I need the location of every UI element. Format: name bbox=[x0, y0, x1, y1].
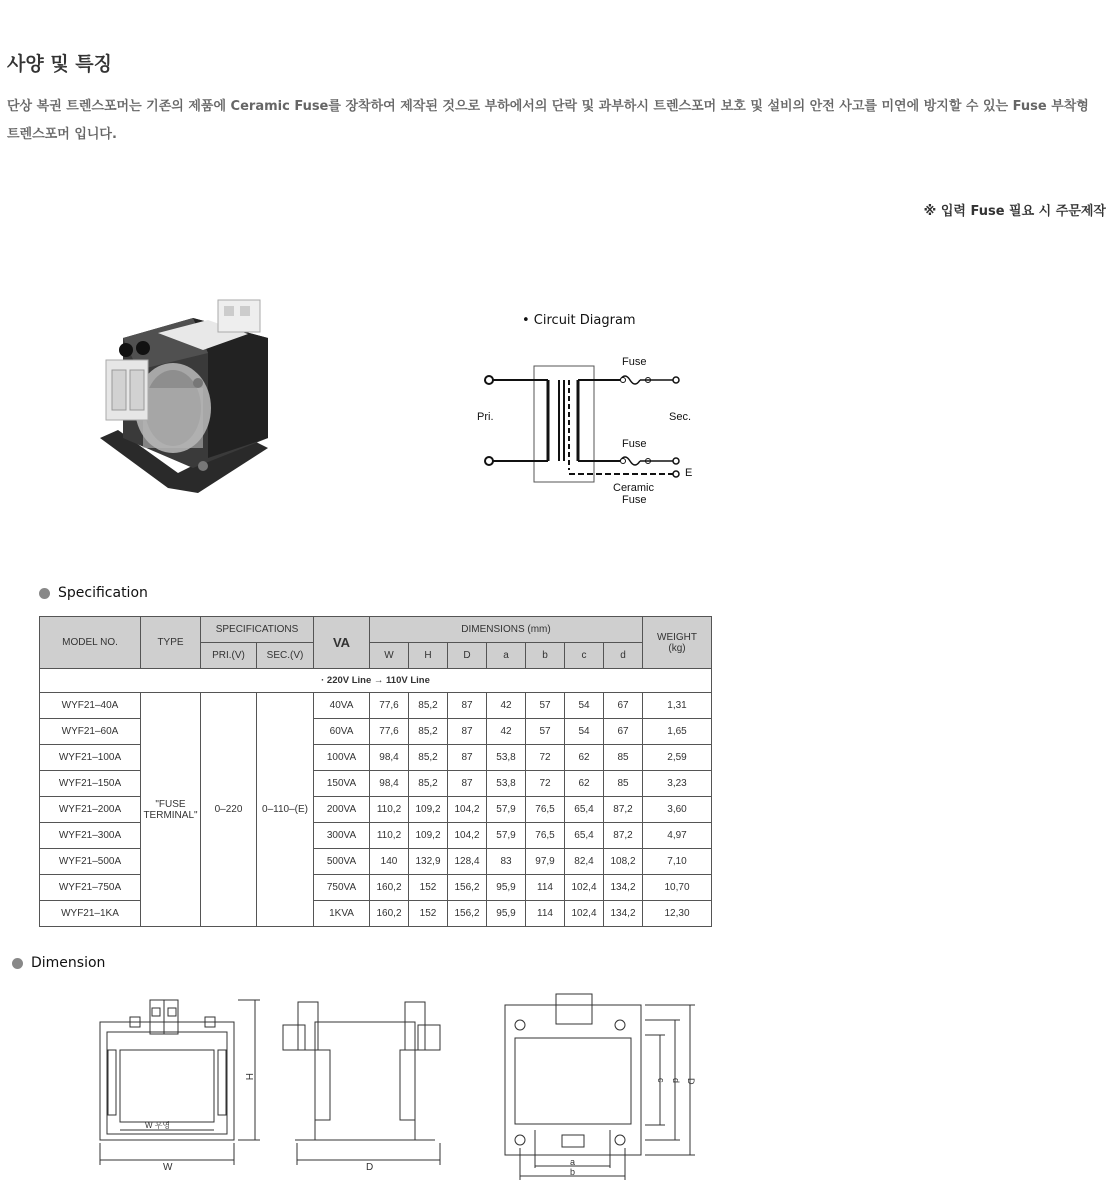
table-row bbox=[40, 719, 712, 745]
dim-a-cell: 42 bbox=[487, 719, 526, 745]
va-cell: 750VA bbox=[314, 875, 370, 901]
model-cell: WYF21–40A bbox=[40, 693, 141, 719]
top-view-drawing bbox=[505, 994, 695, 1180]
dim-h-cell: 152 bbox=[409, 901, 448, 927]
va-cell: 100VA bbox=[314, 745, 370, 771]
dim-w-cell: 110,2 bbox=[370, 797, 409, 823]
header-c: c bbox=[565, 643, 604, 669]
weight-cell: 2,59 bbox=[643, 745, 712, 771]
dim-c-cell: 82,4 bbox=[565, 849, 604, 875]
ceramic-fuse-label-1: Ceramic bbox=[613, 482, 654, 494]
dim-d-cell: 134,2 bbox=[604, 875, 643, 901]
earth-label: E bbox=[685, 467, 693, 479]
custom-order-notice: ※ 입력 Fuse 필요 시 주문제작 bbox=[923, 204, 1106, 219]
circuit-diagram-title: • Circuit Diagram bbox=[522, 313, 636, 328]
dim-a-cell: 57,9 bbox=[487, 823, 526, 849]
dim-d-cell: 104,2 bbox=[448, 797, 487, 823]
model-cell: WYF21–750A bbox=[40, 875, 141, 901]
type-cell: "FUSE TERMINAL" bbox=[141, 693, 201, 927]
side-view-drawing bbox=[283, 1002, 440, 1165]
top-d-label: d bbox=[671, 1078, 681, 1084]
dim-d-cell: 108,2 bbox=[604, 849, 643, 875]
table-row bbox=[40, 849, 712, 875]
dimension-drawings bbox=[90, 990, 710, 1185]
dim-d-cell: 67 bbox=[604, 693, 643, 719]
header-weight: WEIGHT (kg) bbox=[643, 617, 712, 669]
dimension-heading-text: Dimension bbox=[31, 955, 106, 971]
table-row bbox=[40, 823, 712, 849]
model-cell: WYF21–1KA bbox=[40, 901, 141, 927]
dim-b-cell: 114 bbox=[526, 901, 565, 927]
dim-d-cell: 134,2 bbox=[604, 901, 643, 927]
header-a: a bbox=[487, 643, 526, 669]
header-model: MODEL NO. bbox=[40, 617, 141, 669]
dim-d-cell: 85 bbox=[604, 771, 643, 797]
dim-w-cell: 77,6 bbox=[370, 719, 409, 745]
dim-w-cell: 77,6 bbox=[370, 693, 409, 719]
va-cell: 500VA bbox=[314, 849, 370, 875]
header-sec: SEC.(V) bbox=[257, 643, 314, 669]
dim-h-cell: 109,2 bbox=[409, 823, 448, 849]
dim-d-cell: 87 bbox=[448, 693, 487, 719]
table-row bbox=[40, 875, 712, 901]
dim-d-cell: 87 bbox=[448, 719, 487, 745]
dim-w-cell: 140 bbox=[370, 849, 409, 875]
dim-d-cell: 156,2 bbox=[448, 875, 487, 901]
dim-c-cell: 54 bbox=[565, 693, 604, 719]
dim-w-cell: 160,2 bbox=[370, 901, 409, 927]
weight-cell: 1,65 bbox=[643, 719, 712, 745]
header-d-upper: D bbox=[448, 643, 487, 669]
weight-cell: 1,31 bbox=[643, 693, 712, 719]
specification-table bbox=[39, 616, 712, 927]
ceramic-fuse-label-2: Fuse bbox=[622, 494, 647, 506]
dimension-heading bbox=[12, 955, 105, 971]
pri-cell: 0–220 bbox=[201, 693, 257, 927]
header-b: b bbox=[526, 643, 565, 669]
dim-a-cell: 95,9 bbox=[487, 901, 526, 927]
dim-b-cell: 114 bbox=[526, 875, 565, 901]
table-row bbox=[40, 797, 712, 823]
front-w-label: W bbox=[163, 1162, 173, 1173]
table-row bbox=[40, 771, 712, 797]
line-band: · 220V Line → 110V Line bbox=[40, 669, 712, 693]
header-type: TYPE bbox=[141, 617, 201, 669]
secondary-label: Sec. bbox=[669, 411, 692, 423]
dim-b-cell: 72 bbox=[526, 771, 565, 797]
model-cell: WYF21–150A bbox=[40, 771, 141, 797]
dim-c-cell: 102,4 bbox=[565, 875, 604, 901]
top-d-upper-label: D bbox=[686, 1078, 696, 1085]
fuse-top-label: Fuse bbox=[622, 356, 647, 368]
dim-b-cell: 76,5 bbox=[526, 797, 565, 823]
dim-w-cell: 110,2 bbox=[370, 823, 409, 849]
specification-heading bbox=[39, 585, 148, 601]
weight-cell: 7,10 bbox=[643, 849, 712, 875]
top-a-label: a bbox=[570, 1157, 576, 1167]
dim-a-cell: 53,8 bbox=[487, 771, 526, 797]
logo-text: W 우영 bbox=[145, 1121, 171, 1130]
dim-d-cell: 85 bbox=[604, 745, 643, 771]
dim-h-cell: 85,2 bbox=[409, 693, 448, 719]
header-specifications: SPECIFICATIONS bbox=[201, 617, 314, 643]
header-w: W bbox=[370, 643, 409, 669]
weight-cell: 10,70 bbox=[643, 875, 712, 901]
page-title: 사양 및 특징 bbox=[7, 53, 112, 75]
dim-d-cell: 67 bbox=[604, 719, 643, 745]
va-cell: 1KVA bbox=[314, 901, 370, 927]
model-cell: WYF21–100A bbox=[40, 745, 141, 771]
dim-h-cell: 109,2 bbox=[409, 797, 448, 823]
dim-a-cell: 53,8 bbox=[487, 745, 526, 771]
va-cell: 60VA bbox=[314, 719, 370, 745]
table-row bbox=[40, 693, 712, 719]
dim-h-cell: 85,2 bbox=[409, 771, 448, 797]
dim-b-cell: 72 bbox=[526, 745, 565, 771]
va-cell: 300VA bbox=[314, 823, 370, 849]
dim-d-cell: 87 bbox=[448, 771, 487, 797]
primary-label: Pri. bbox=[477, 411, 494, 423]
dim-h-cell: 85,2 bbox=[409, 719, 448, 745]
dim-c-cell: 65,4 bbox=[565, 823, 604, 849]
table-row bbox=[40, 901, 712, 927]
model-cell: WYF21–300A bbox=[40, 823, 141, 849]
dim-h-cell: 152 bbox=[409, 875, 448, 901]
header-d: d bbox=[604, 643, 643, 669]
dim-a-cell: 42 bbox=[487, 693, 526, 719]
sec-cell: 0–110–(E) bbox=[257, 693, 314, 927]
front-h-label: H bbox=[243, 1073, 254, 1081]
circuit-diagram bbox=[470, 310, 710, 510]
model-cell: WYF21–500A bbox=[40, 849, 141, 875]
weight-cell: 3,23 bbox=[643, 771, 712, 797]
bullet-icon bbox=[12, 958, 23, 969]
dim-b-cell: 97,9 bbox=[526, 849, 565, 875]
dim-c-cell: 65,4 bbox=[565, 797, 604, 823]
dim-c-cell: 54 bbox=[565, 719, 604, 745]
dim-d-cell: 87,2 bbox=[604, 797, 643, 823]
front-view-drawing bbox=[100, 1000, 260, 1165]
side-d-label: D bbox=[366, 1162, 374, 1173]
dim-h-cell: 85,2 bbox=[409, 745, 448, 771]
va-cell: 200VA bbox=[314, 797, 370, 823]
dim-w-cell: 98,4 bbox=[370, 771, 409, 797]
dim-b-cell: 57 bbox=[526, 693, 565, 719]
dim-d-cell: 87 bbox=[448, 745, 487, 771]
dim-c-cell: 62 bbox=[565, 745, 604, 771]
model-cell: WYF21–200A bbox=[40, 797, 141, 823]
header-dimensions: DIMENSIONS (mm) bbox=[370, 617, 643, 643]
header-pri: PRI.(V) bbox=[201, 643, 257, 669]
weight-cell: 3,60 bbox=[643, 797, 712, 823]
dim-b-cell: 57 bbox=[526, 719, 565, 745]
intro-text: 단상 복권 트렌스포머는 기존의 제품에 Ceramic Fuse를 장착하여 제작된 것으로 부하에서의 단락 및 과부하시 트렌스포머 보호 및 설비의 안전 사고를 미연에 방지할 수 있는 Fuse 부착형 트렌스포머 입니다. bbox=[7, 99, 1089, 142]
dim-a-cell: 57,9 bbox=[487, 797, 526, 823]
dim-c-cell: 102,4 bbox=[565, 901, 604, 927]
top-c-label: c bbox=[656, 1078, 666, 1083]
dim-d-cell: 128,4 bbox=[448, 849, 487, 875]
top-b-label: b bbox=[570, 1167, 576, 1177]
product-photo bbox=[98, 298, 283, 498]
dim-w-cell: 160,2 bbox=[370, 875, 409, 901]
bullet-icon bbox=[39, 588, 50, 599]
table-row bbox=[40, 745, 712, 771]
fuse-bottom-label: Fuse bbox=[622, 438, 647, 450]
weight-cell: 4,97 bbox=[643, 823, 712, 849]
va-cell: 150VA bbox=[314, 771, 370, 797]
dim-w-cell: 98,4 bbox=[370, 745, 409, 771]
header-h: H bbox=[409, 643, 448, 669]
dim-h-cell: 132,9 bbox=[409, 849, 448, 875]
dim-d-cell: 156,2 bbox=[448, 901, 487, 927]
dim-d-cell: 87,2 bbox=[604, 823, 643, 849]
dim-a-cell: 83 bbox=[487, 849, 526, 875]
va-cell: 40VA bbox=[314, 693, 370, 719]
dim-d-cell: 104,2 bbox=[448, 823, 487, 849]
weight-cell: 12,30 bbox=[643, 901, 712, 927]
specification-heading-text: Specification bbox=[58, 585, 148, 601]
dim-c-cell: 62 bbox=[565, 771, 604, 797]
dim-b-cell: 76,5 bbox=[526, 823, 565, 849]
model-cell: WYF21–60A bbox=[40, 719, 141, 745]
header-va: VA bbox=[314, 617, 370, 669]
dim-a-cell: 95,9 bbox=[487, 875, 526, 901]
